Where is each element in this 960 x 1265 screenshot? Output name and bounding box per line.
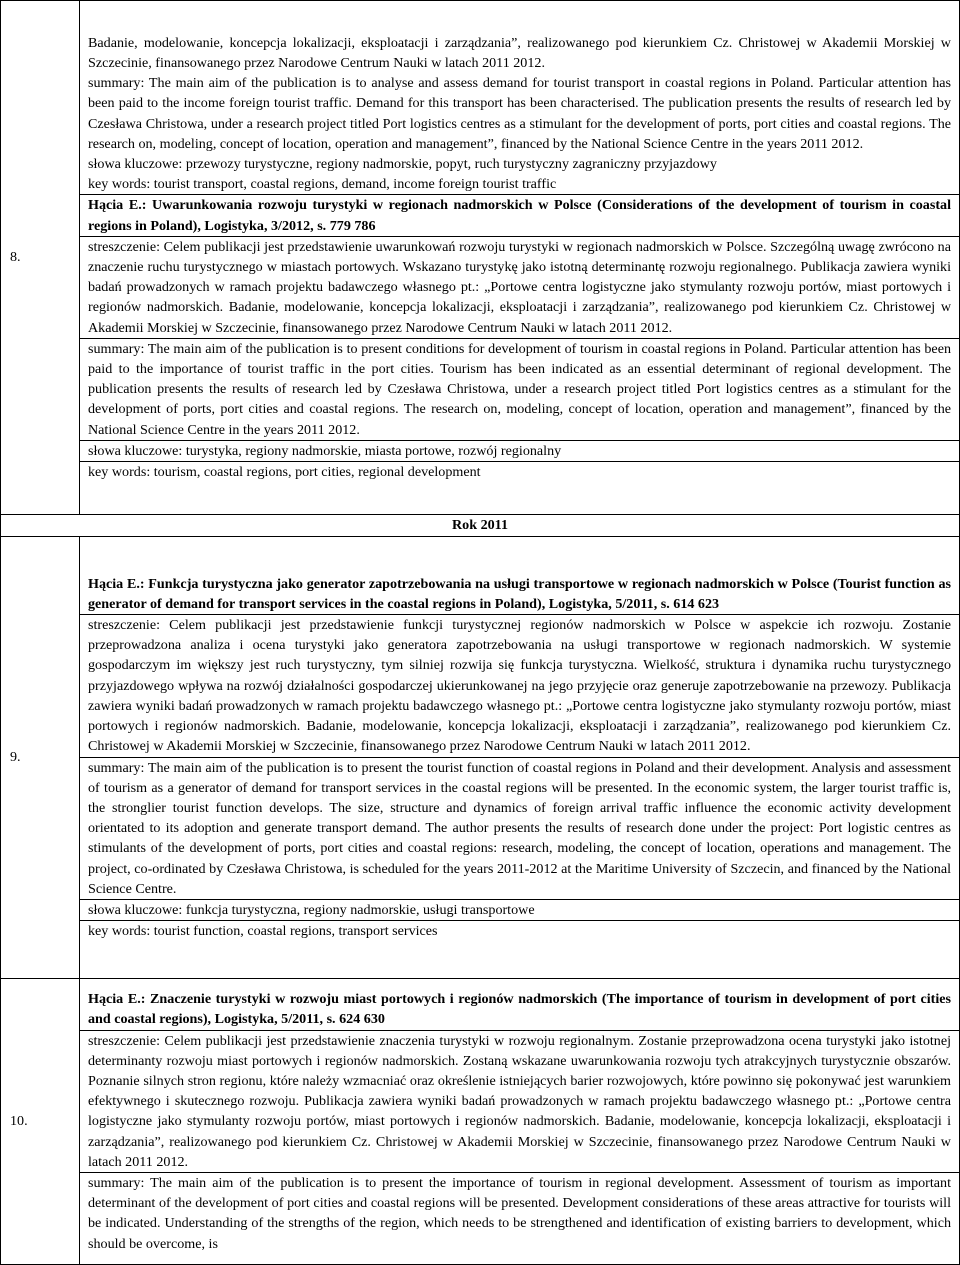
table-row [1, 979, 960, 1265]
year-heading: Rok 2011 [1, 515, 960, 537]
table-row [1, 1, 960, 515]
row-number: 10. [1, 979, 80, 1265]
keywords-en: key words: tourist transport, coastal regions, demand, income foreign tourist traffic [88, 176, 557, 193]
publication-title: Hącia E.: Uwarunkowania rozwoju turystyki w regionach nadmorskich w Polsce (Considerations of the development of tourism in coastal regions in Poland), Logistyka, 3/2012, s. 779 786 [88, 197, 951, 234]
summary-en: summary: The main aim of the publication is to analyse and assess demand for tourist transport in coastal regions in Poland. Particular attention has been paid to the income foreign tourist traffic. Demand for this transport has been characterised. The publication presents the results of research led by Czesława Christowa, under a research project titled Port logistics centres as a stimulant for the development of ports, port cities and coastal regions. The research on, modeling, concept of location, operation and management”, financed by the National Science Centre in the years 2011 2012. [88, 75, 951, 152]
summary-en: summary: The main aim of the publication is to present the tourist function of coastal regions in Poland and their development. Analysis and assessment of tourism as a generator of demand for transport services in the coastal regions will be presented. In the economic system, the larger tourist traffic is, the stronglier tourist function develops. The size, structure and dynamics of foreign arrival traffic influence the economic activity development orientated to its adoption and generate transport demand. The author presents the results of research done under the project: Port logistic centres as stimulants of the development of ports, port cities and coastal regions: research, modeling, the concept of location, operations and management. The project, co-ordinated by Czesława Christowa, is scheduled for the years 2011-2012 at the Maritime University of Szczecin, and financed by the National Science Centre. [88, 759, 951, 897]
publication-title: Hącia E.: Znaczenie turystyki w rozwoju miast portowych i regionów nadmorskich (The importance of tourism in development of port cities and coastal regions), Logistyka, 5/2011, s. 624 630 [88, 991, 951, 1028]
abstract-continuation: Badanie, modelowanie, koncepcja lokalizacji, eksploatacji i zarządzania”, realizowanego pod kierunkiem Cz. Christowej w Akademii Morskiej w Szczecinie, finansowanego przez Narodowe Centrum Nauki w latach 2011 2012. [88, 34, 951, 71]
keywords-en: key words: tourism, coastal regions, port cities, regional development [88, 464, 481, 481]
year-row [1, 515, 960, 537]
table-row [1, 537, 960, 979]
summary-en: summary: The main aim of the publication is to present conditions for development of tourism in coastal regions in Poland. Particular attention has been paid to the importance of tourist traffic in the port cities. Tourism has been indicated as an essential determinant of regional development. The publication presents the results of research led by Czesława Christowa, under a research project titled Port logistics centres as a stimulant for the development of ports, port cities and coastal regions. The research on, modeling, concept of location, operation and management”, financed by the National Science Centre in the years 2011 2012. [88, 340, 951, 438]
summary-en: summary: The main aim of the publication is to present the importance of tourism in regional development. Assessment of tourism as important determinant of the development of port cities and coastal regions will be presented. Development considerations of these areas attractive for tourists will be indicated. Understanding of the strengths of the region, which needs to be strengthened and identification of existing barriers to development, which should be overcome, is [88, 1175, 951, 1252]
abstract-pl: streszczenie: Celem publikacji jest przedstawienie uwarunkowań rozwoju turystyki w regionach nadmorskich w Polsce. Szczególną uwagę zwrócono na znaczenie ruchu turystycznego w miastach portowych. Wskazano turystykę jako istotną determinantę rozwoju regionalnego. Publikacja zawiera wyniki badań prowadzonych w ramach projektu badawczego własnego pt.: „Portowe centra logistyczne jako stymulanty rozwoju portów, miast portowych i regionów nadmorskich. Badanie, modelowanie, koncepcja lokalizacji, eksploatacji i zarządzania”, realizowanego pod kierunkiem Cz. Christowej w Akademii Morskiej w Szczecinie, finansowanego przez Narodowe Centrum Nauki w latach 2011 2012. [88, 238, 951, 336]
publication-title: Hącia E.: Funkcja turystyczna jako generator zapotrzebowania na usługi transportowe w regionach nadmorskich w Polsce (Tourist function as generator of demand for transport services in the coastal regions in Poland), Logistyka, 5/2011, s. 614 623 [88, 575, 951, 612]
keywords-en: key words: tourist function, coastal regions, transport services [88, 923, 438, 940]
abstract-pl: streszczenie: Celem publikacji jest przedstawienie funkcji turystycznej regionów nadmorskich w Polsce w aspekcie ich rozwoju. Zostanie przeprowadzona analiza i ocena turystyki jako generatora zapotrzebowania na usługi transportowe w regionach nadmorskich. W systemie gospodarczym im większy jest ruch turystyczny, tym silniej rozwija się funkcja turystyczna. Wielkość, struktura i dynamika ruchu turystycznego przyjazdowego wpływa na rozwój działalności gospodarczej ukierunkowanej na jego przyjęcie oraz generuje zapotrzebowanie na przewozy. Publikacja zawiera wyniki badań prowadzonych w ramach projektu badawczego własnego pt.: „Portowe centra logistyczne jako stymulanty rozwoju portów, miast portowych i regionów nadmorskich. Badanie, modelowanie, koncepcja lokalizacji, eksploatacji i zarządzania”, realizowanego pod kierunkiem Cz. Christowej w Akademii Morskiej w Szczecinie, finansowanego przez Narodowe Centrum Nauki w latach 2011 2012. [88, 617, 951, 755]
row-number: 8. [1, 1, 80, 515]
keywords-pl: słowa kluczowe: przewozy turystyczne, regiony nadmorskie, popyt, ruch turystyczny zagraniczny przyjazdowy [88, 155, 717, 172]
row-content [80, 537, 960, 979]
abstract-pl: streszczenie: Celem publikacji jest przedstawienie znaczenia turystyki w rozwoju regionalnym. Zostanie przeprowadzona ocena turystyki jako istotnej determinanty rozwoju miast portowych i regionów nadmorskich. Zostaną wskazane uwarunkowania rozwoju tych atrakcyjnych turystycznie obszarów. Poznanie silnych stron regionu, które należy wzmacniać oraz określenie istniejących barier rozwojowych, które powinno się pokonywać jest warunkiem efektywnego i skutecznego rozwoju. Publikacja zawiera wyniki badań prowadzonych w ramach projektu badawczego własnego pt.: „Portowe centra logistyczne jako stymulanty rozwoju portów, miast portowych i regionów nadmorskich. Badanie, modelowanie, koncepcja lokalizacji, eksploatacji i zarządzania”, realizowanego pod kierunkiem Cz. Christowej w Akademii Morskiej w Szczecinie, finansowanego przez Narodowe Centrum Nauki w latach 2011 2012. [88, 1032, 951, 1170]
keywords-pl: słowa kluczowe: turystyka, regiony nadmorskie, miasta portowe, rozwój regionalny [88, 442, 562, 459]
row-content [80, 1, 960, 515]
row-content [80, 979, 960, 1265]
row-number: 9. [1, 537, 80, 979]
keywords-pl: słowa kluczowe: funkcja turystyczna, regiony nadmorskie, usługi transportowe [88, 901, 535, 918]
